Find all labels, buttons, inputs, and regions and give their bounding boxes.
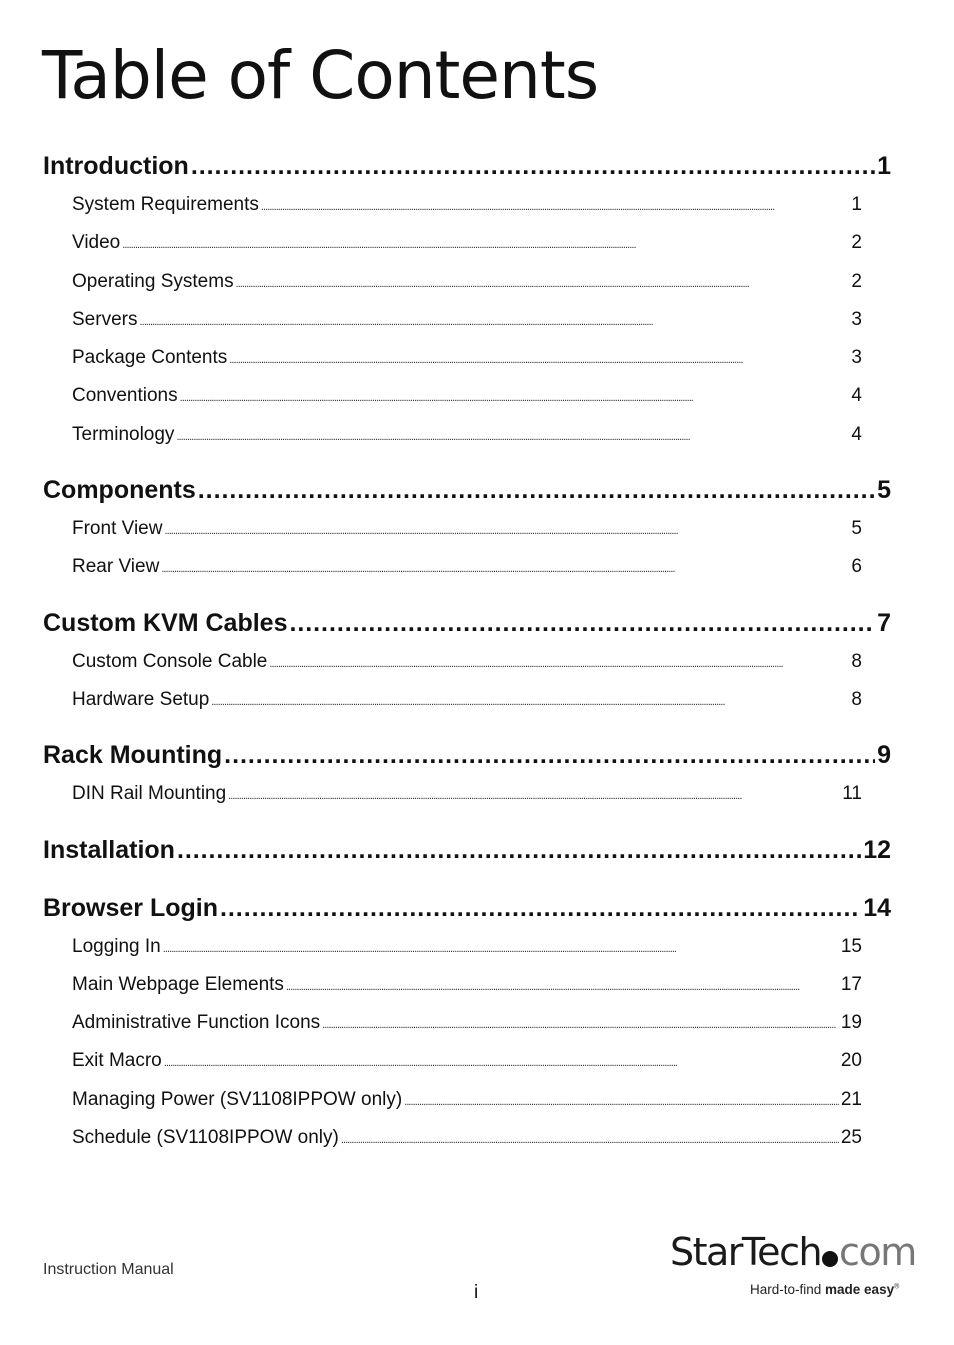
dot-leader xyxy=(161,550,849,588)
footer-page-number: i xyxy=(474,1282,479,1303)
dot-leader xyxy=(164,512,849,550)
dot-leader xyxy=(177,830,861,870)
toc-entry-main[interactable] xyxy=(43,470,891,510)
toc-entry-label: Hardware Setup xyxy=(72,688,210,710)
dot-leader xyxy=(191,146,875,186)
dot-leader xyxy=(164,1044,839,1082)
toc-entry-page: 8 xyxy=(851,688,862,710)
registered-trademark-icon: ® xyxy=(894,1283,900,1291)
dot-leader xyxy=(229,341,849,379)
toc-entry-sub[interactable] xyxy=(72,263,862,301)
table-of-contents xyxy=(43,146,891,1157)
toc-entry-page: 3 xyxy=(851,308,862,330)
section-gap xyxy=(43,719,891,735)
toc-entry-page: 5 xyxy=(851,518,862,540)
dot-leader xyxy=(176,418,849,456)
dot-leader xyxy=(289,603,875,643)
footer-document-label: Instruction Manual xyxy=(43,1261,174,1278)
toc-entry-label: Administrative Function Icons xyxy=(72,1012,321,1034)
toc-entry-sub[interactable] xyxy=(72,681,862,719)
startech-logo xyxy=(670,1230,916,1302)
toc-entry-page: 25 xyxy=(840,1127,862,1149)
toc-entry-sub[interactable] xyxy=(72,377,862,415)
toc-entry-page: 7 xyxy=(877,608,891,637)
dot-leader xyxy=(139,303,849,341)
toc-entry-sub[interactable] xyxy=(72,928,862,966)
dot-leader xyxy=(211,683,849,721)
toc-entry-label: Logging In xyxy=(72,935,161,957)
toc-entry-label: Custom Console Cable xyxy=(72,650,268,672)
dot-leader xyxy=(404,1083,839,1121)
dot-leader xyxy=(322,1006,839,1044)
toc-entry-main[interactable] xyxy=(43,735,891,775)
toc-entry-label: Servers xyxy=(72,308,138,330)
toc-entry-label: Exit Macro xyxy=(72,1050,162,1072)
dot-leader xyxy=(163,930,839,968)
toc-entry-page: 1 xyxy=(877,152,891,180)
toc-entry-sub[interactable] xyxy=(72,416,862,454)
toc-entry-sub[interactable] xyxy=(72,510,862,548)
page-title: Table of Contents xyxy=(42,37,599,114)
section-gap xyxy=(43,587,891,603)
toc-entry-label: Rear View xyxy=(72,556,160,578)
toc-entry-label: Package Contents xyxy=(72,347,228,369)
dot-leader xyxy=(198,470,875,510)
toc-entry-sub[interactable] xyxy=(72,339,862,377)
toc-entry-page: 21 xyxy=(840,1088,862,1110)
toc-entry-label: Installation xyxy=(43,835,175,864)
toc-entry-page: 2 xyxy=(851,232,862,254)
toc-entry-sub[interactable] xyxy=(72,1004,862,1042)
toc-entry-page: 12 xyxy=(863,835,891,864)
toc-entry-page: 4 xyxy=(851,423,862,445)
toc-entry-sub[interactable] xyxy=(72,966,862,1004)
dot-leader xyxy=(224,735,875,775)
logo-suffix-text: com xyxy=(839,1230,916,1274)
toc-entry-label: System Requirements xyxy=(72,194,259,215)
dot-leader xyxy=(180,379,850,417)
toc-entry-sub[interactable] xyxy=(72,1119,862,1157)
logo-brand-text: StarTech xyxy=(670,1230,822,1274)
toc-entry-page: 15 xyxy=(840,935,862,957)
toc-entry-label: Introduction xyxy=(43,152,189,180)
toc-section-rack-mounting xyxy=(43,735,891,813)
dot-leader xyxy=(261,188,850,226)
toc-entry-label: Managing Power (SV1108IPPOW only) xyxy=(72,1088,403,1110)
toc-entry-sub[interactable] xyxy=(72,548,862,586)
toc-entry-sub[interactable] xyxy=(72,186,862,224)
dot-leader xyxy=(122,226,849,264)
toc-section-browser-login xyxy=(43,888,891,1158)
toc-entry-page: 14 xyxy=(863,893,891,922)
dot-leader xyxy=(341,1121,839,1159)
toc-entry-label: Front View xyxy=(72,518,163,540)
logo-dot-icon xyxy=(822,1251,838,1267)
toc-entry-page: 17 xyxy=(840,973,862,995)
dot-leader xyxy=(269,645,849,683)
toc-section-introduction xyxy=(43,146,891,454)
toc-entry-sub[interactable] xyxy=(72,1042,862,1080)
toc-entry-page: 3 xyxy=(851,347,862,369)
toc-entry-page: 2 xyxy=(851,270,862,292)
toc-entry-label: Rack Mounting xyxy=(43,741,223,770)
toc-entry-main[interactable] xyxy=(43,146,891,186)
toc-entry-label: DIN Rail Mounting xyxy=(72,783,227,805)
toc-entry-page: 5 xyxy=(877,476,891,505)
toc-entry-main[interactable] xyxy=(43,888,891,928)
toc-entry-label: Terminology xyxy=(72,423,175,445)
toc-entry-sub[interactable] xyxy=(72,1081,862,1119)
dot-leader xyxy=(286,968,839,1006)
logo-tagline-bold: made easy xyxy=(825,1282,895,1297)
toc-entry-label: Browser Login xyxy=(43,893,219,922)
logo-tagline xyxy=(750,1282,899,1297)
toc-entry-main[interactable] xyxy=(43,603,891,643)
toc-entry-page: 19 xyxy=(840,1012,862,1034)
section-gap xyxy=(43,454,891,470)
toc-entry-label: Custom KVM Cables xyxy=(43,608,288,637)
toc-entry-sub[interactable] xyxy=(72,301,862,339)
toc-entry-page: 1 xyxy=(851,194,862,215)
dot-leader xyxy=(228,777,840,815)
toc-entry-label: Main Webpage Elements xyxy=(72,973,284,995)
toc-entry-label: Video xyxy=(72,232,121,254)
logo-tagline-plain: Hard-to-find xyxy=(750,1282,826,1297)
toc-entry-sub[interactable] xyxy=(72,643,862,681)
section-gap xyxy=(43,814,891,830)
toc-entry-label: Components xyxy=(43,476,196,505)
toc-section-installation xyxy=(43,830,891,870)
logo-wordmark xyxy=(670,1230,916,1274)
toc-entry-sub[interactable] xyxy=(72,775,862,813)
toc-entry-page: 8 xyxy=(851,650,862,672)
toc-section-components xyxy=(43,470,891,587)
toc-entry-label: Conventions xyxy=(72,385,178,407)
dot-leader xyxy=(236,265,850,303)
toc-entry-label: Operating Systems xyxy=(72,270,234,292)
toc-section-custom-kvm-cables xyxy=(43,603,891,720)
toc-entry-page: 11 xyxy=(842,783,862,805)
toc-entry-main[interactable] xyxy=(43,830,891,870)
section-gap xyxy=(43,870,891,888)
dot-leader xyxy=(220,888,861,928)
toc-entry-page: 4 xyxy=(851,385,862,407)
toc-entry-sub[interactable] xyxy=(72,224,862,262)
toc-entry-page: 6 xyxy=(851,556,862,578)
toc-entry-label: Schedule (SV1108IPPOW only) xyxy=(72,1127,339,1149)
toc-entry-page: 9 xyxy=(877,741,891,770)
toc-entry-page: 20 xyxy=(840,1050,862,1072)
